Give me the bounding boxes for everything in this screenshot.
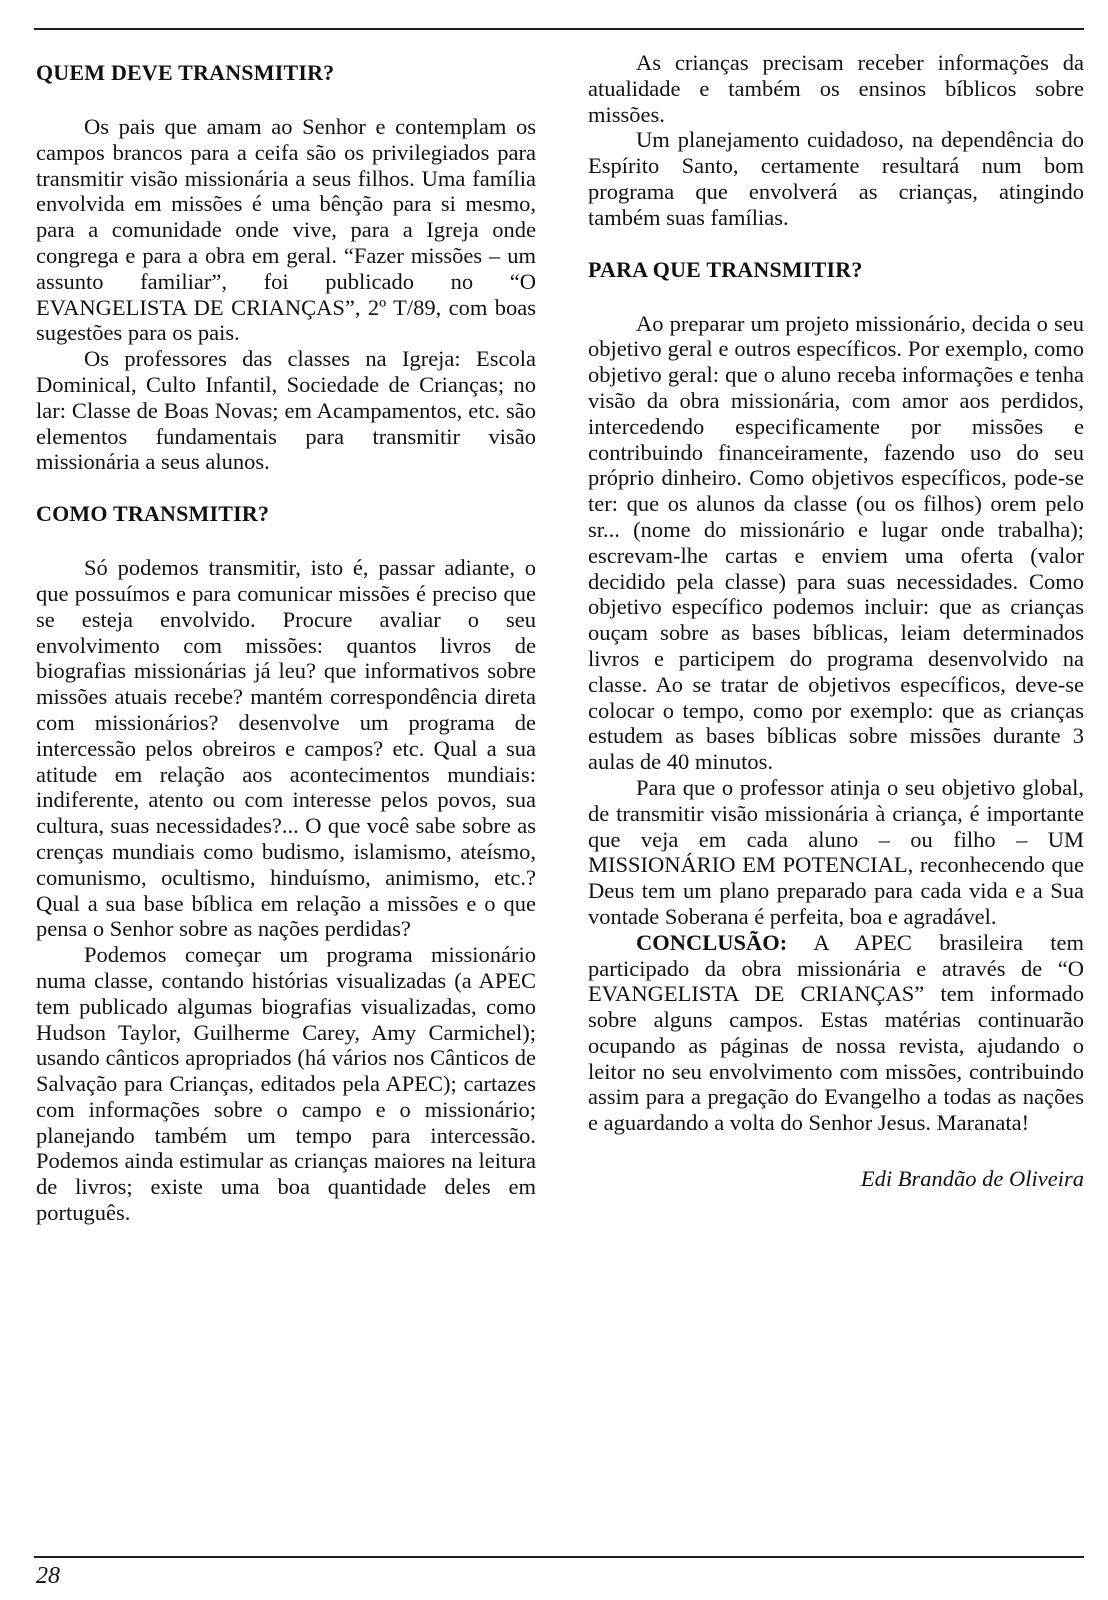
conclusion-label: CONCLUSÃO: xyxy=(636,929,788,955)
paragraph: Podemos começar um programa missionário numa classe, contando histórias visualizadas (a APEC tem publicado algumas biografias visualizadas, como Hudson Taylor, Guilherme Carey, Amy Carmichel); usando cânticos apropriados (há vários nos Cânticos de Salvação para Crianças, editados pela APEC); cartazes com informações sobre o campo e o missionário; planejando também um tempo para intercessão. Podemos ainda estimular as crianças maiores na leitura de livros; existe uma boa quantidade deles em português. xyxy=(36,942,536,1226)
heading-para-que-transmitir: PARA QUE TRANSMITIR? xyxy=(588,256,863,282)
author-signature: Edi Brandão de Oliveira xyxy=(860,1166,1084,1192)
left-column xyxy=(36,50,536,1226)
right-column xyxy=(588,50,1084,1192)
paragraph: Ao preparar um projeto missionário, decida o seu objetivo geral e outros específicos. Por exemplo, como objetivo geral: que o aluno receba informações e tenha visão da obra missionária, com amor aos perdidos, intercedendo especificamente por missões e contribuindo financeiramente, fazendo uso do seu próprio dinheiro. Como objetivos específicos, pode-se ter: que os alunos da classe (ou os filhos) orem pelo sr... (nome do missionário e lugar onde trabalha); escrevam-lhe cartas e enviem uma oferta (valor decidido pela classe) para suas necessidades. Como objetivo específico podemos incluir: que as crianças ouçam sobre as bases bíblicas, leiam determinados livros e participem do programa desenvolvido na classe. Ao se tratar de objetivos específicos, deve-se colocar o tempo, como por exemplo: que as crianças estudem as bases bíblicas sobre missões durante 3 aulas de 40 minutos. xyxy=(588,310,1084,775)
paragraph: Os pais que amam ao Senhor e contemplam os campos brancos para a ceifa são os privilegiados para transmitir visão missionária a seus filhos. Uma família envolvida em missões é uma bênção para si mesmo, para a comunidade onde vive, para a Igreja onde congrega e para a obra em geral. “Fazer missões – um assunto familiar”, foi publicado no “O EVANGELISTA DE CRIANÇAS”, 2º T/89, com boas sugestões para os pais. xyxy=(36,114,536,346)
paragraph: Os professores das classes na Igreja: Escola Dominical, Culto Infantil, Sociedade de Crianças; no lar: Classe de Boas Novas; em Acampamentos, etc. são elementos fundamentais para transmitir visão missionária a seus alunos. xyxy=(36,346,536,475)
conclusion-text: A APEC brasileira tem participado da obra missionária e através de “O EVANGELISTA DE CRIANÇAS” tem informado sobre alguns campos. Estas matérias continuarão ocupando as páginas de nossa revista, ajudando o leitor no seu envolvimento com missões, contribuindo assim para a pregação do Evangelho a todas as nações e aguardando a volta do Senhor Jesus. Maranata! xyxy=(588,929,1084,1136)
conclusion-paragraph xyxy=(588,930,1084,1136)
paragraph: Um planejamento cuidadoso, na dependência do Espírito Santo, certamente resultará num bom programa que envolverá as crianças, atingindo também suas famílias. xyxy=(588,127,1084,230)
heading-como-transmitir: COMO TRANSMITIR? xyxy=(36,501,270,527)
top-rule xyxy=(34,28,1084,30)
page-number: 28 xyxy=(36,1563,60,1589)
heading-quem-deve-transmitir: QUEM DEVE TRANSMITIR? xyxy=(36,60,335,85)
paragraph: Para que o professor atinja o seu objetivo global, de transmitir visão missionária à criança, é importante que veja em cada aluno – ou filho – UM MISSIONÁRIO EM POTENCIAL, reconhecendo que Deus tem um plano preparado para cada vida e a Sua vontade Soberana é perfeita, boa e agradável. xyxy=(588,774,1084,929)
bottom-rule xyxy=(34,1556,1084,1558)
paragraph: As crianças precisam receber informações da atualidade e também os ensinos bíblicos sobre missões. xyxy=(588,50,1084,127)
paragraph: Só podemos transmitir, isto é, passar adiante, o que possuímos e para comunicar missões é preciso que se esteja envolvido. Procure avaliar o seu envolvimento com missões: quantos livros de biografias missionárias já leu? que informativos sobre missões atuais recebe? mantém correspondência direta com missionários? desenvolve um programa de intercessão pelos obreiros e campos? etc. Qual a sua atitude em relação aos acontecimentos mundiais: indiferente, atento ou com interesse pelos povos, sua cultura, suas necessidades?... O que você sabe sobre as crenças mundiais como budismo, islamismo, ateísmo, comunismo, ocultismo, hinduísmo, animismo, etc.? Qual a sua base bíblica em relação a missões e o que pensa o Senhor sobre as nações perdidas? xyxy=(36,555,536,942)
